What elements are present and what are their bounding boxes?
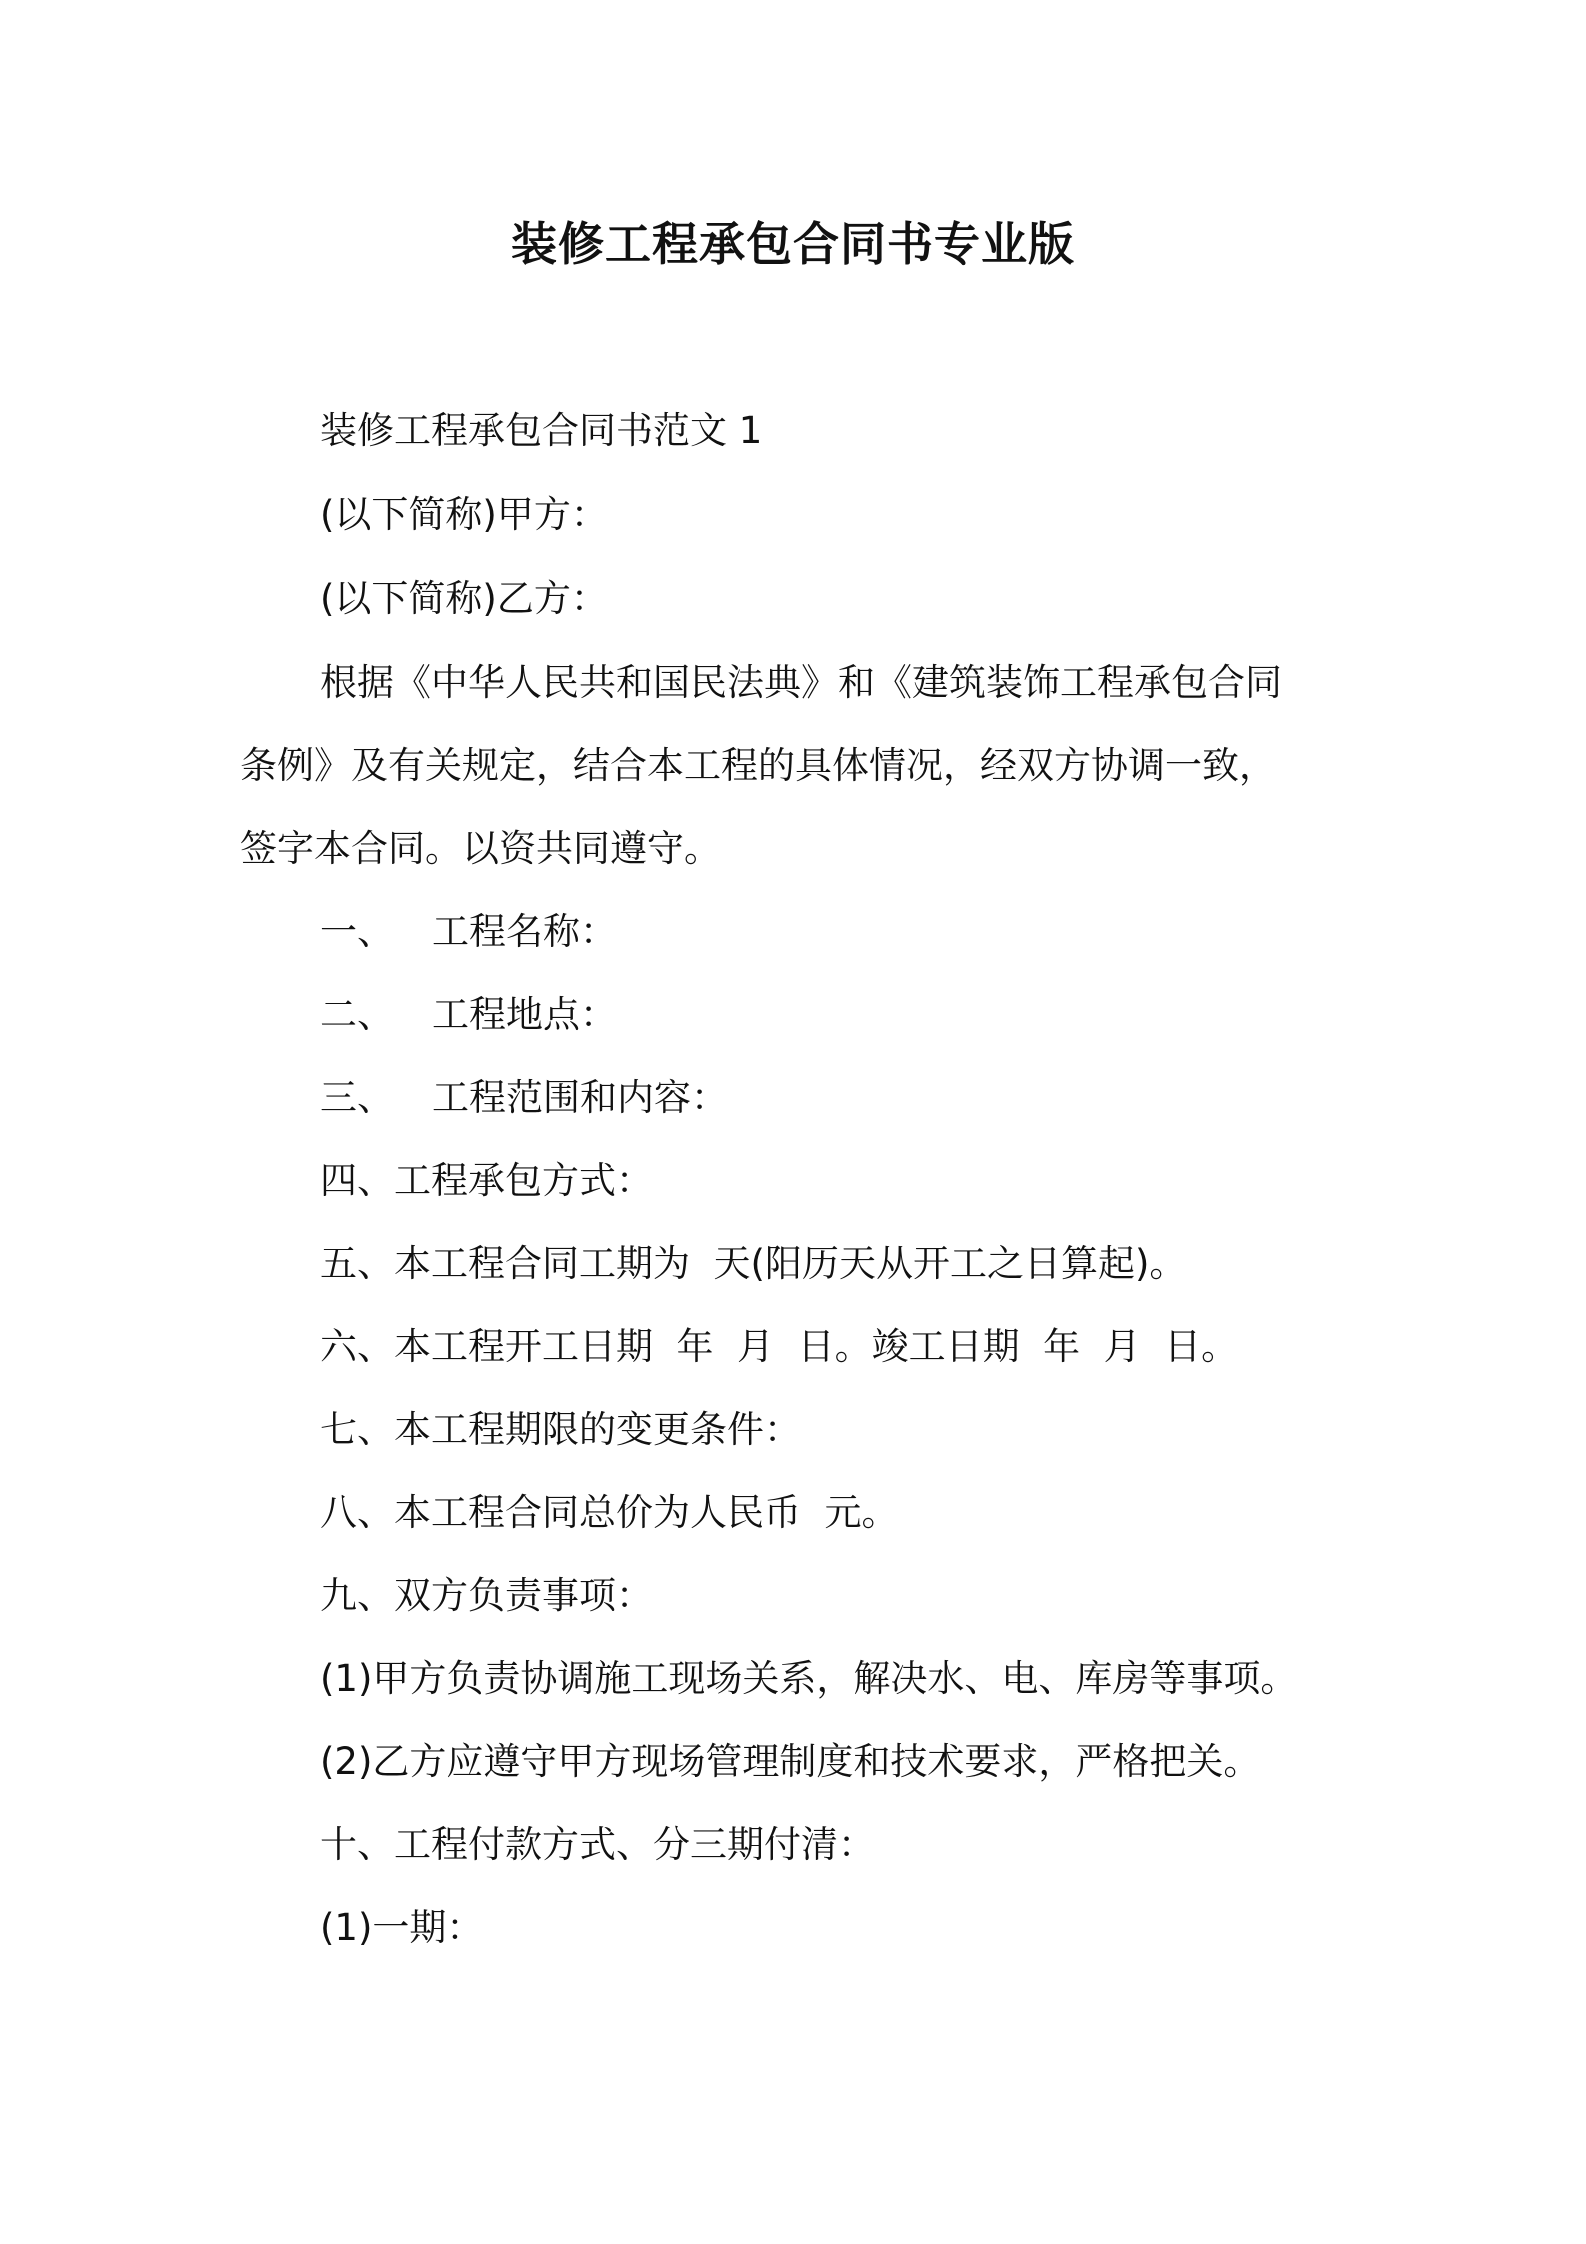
clause-2-text: 工程地点： <box>432 993 617 1036</box>
clause-1 <box>320 907 617 957</box>
preamble-line-1: 根据《中华人民共和国民法典》和《建筑装饰工程承包合同 <box>320 661 1282 704</box>
clause-9: 九、双方负责事项： <box>320 1574 653 1617</box>
preamble-line-2: 条例》及有关规定，结合本工程的具体情况，经双方协调一致， <box>240 744 1276 787</box>
clause-3-number: 三、 <box>320 1076 394 1119</box>
document-subtitle: 装修工程承包合同书范文 1 <box>320 409 763 452</box>
clause-1-text: 工程名称： <box>432 910 617 953</box>
party-b-line: (以下简称)乙方： <box>320 577 608 620</box>
party-a-line: (以下简称)甲方： <box>320 493 608 536</box>
clause-5: 五、本工程合同工期为 天(阳历天从开工之日算起)。 <box>320 1242 1187 1285</box>
clause-2 <box>320 990 617 1040</box>
clause-3-text: 工程范围和内容： <box>432 1076 728 1119</box>
clause-8: 八、本工程合同总价为人民币 元。 <box>320 1491 899 1534</box>
preamble-line-3: 签字本合同。以资共同遵守。 <box>240 827 721 870</box>
clause-2-number: 二、 <box>320 993 394 1036</box>
clause-9-item-2: (2)乙方应遵守甲方现场管理制度和技术要求，严格把关。 <box>320 1740 1261 1783</box>
clause-9-item-1: (1)甲方负责协调施工现场关系，解决水、电、库房等事项。 <box>320 1657 1298 1700</box>
document-title: 装修工程承包合同书专业版 <box>511 217 1075 271</box>
clause-10: 十、工程付款方式、分三期付清： <box>320 1823 875 1866</box>
clause-6: 六、本工程开工日期 年 月 日。竣工日期 年 月 日。 <box>320 1325 1239 1368</box>
clause-10-item-1: (1)一期： <box>320 1906 484 1949</box>
clause-4: 四、工程承包方式： <box>320 1159 653 1202</box>
clause-3 <box>320 1073 728 1123</box>
clause-7: 七、本工程期限的变更条件： <box>320 1408 801 1451</box>
clause-1-number: 一、 <box>320 910 394 953</box>
